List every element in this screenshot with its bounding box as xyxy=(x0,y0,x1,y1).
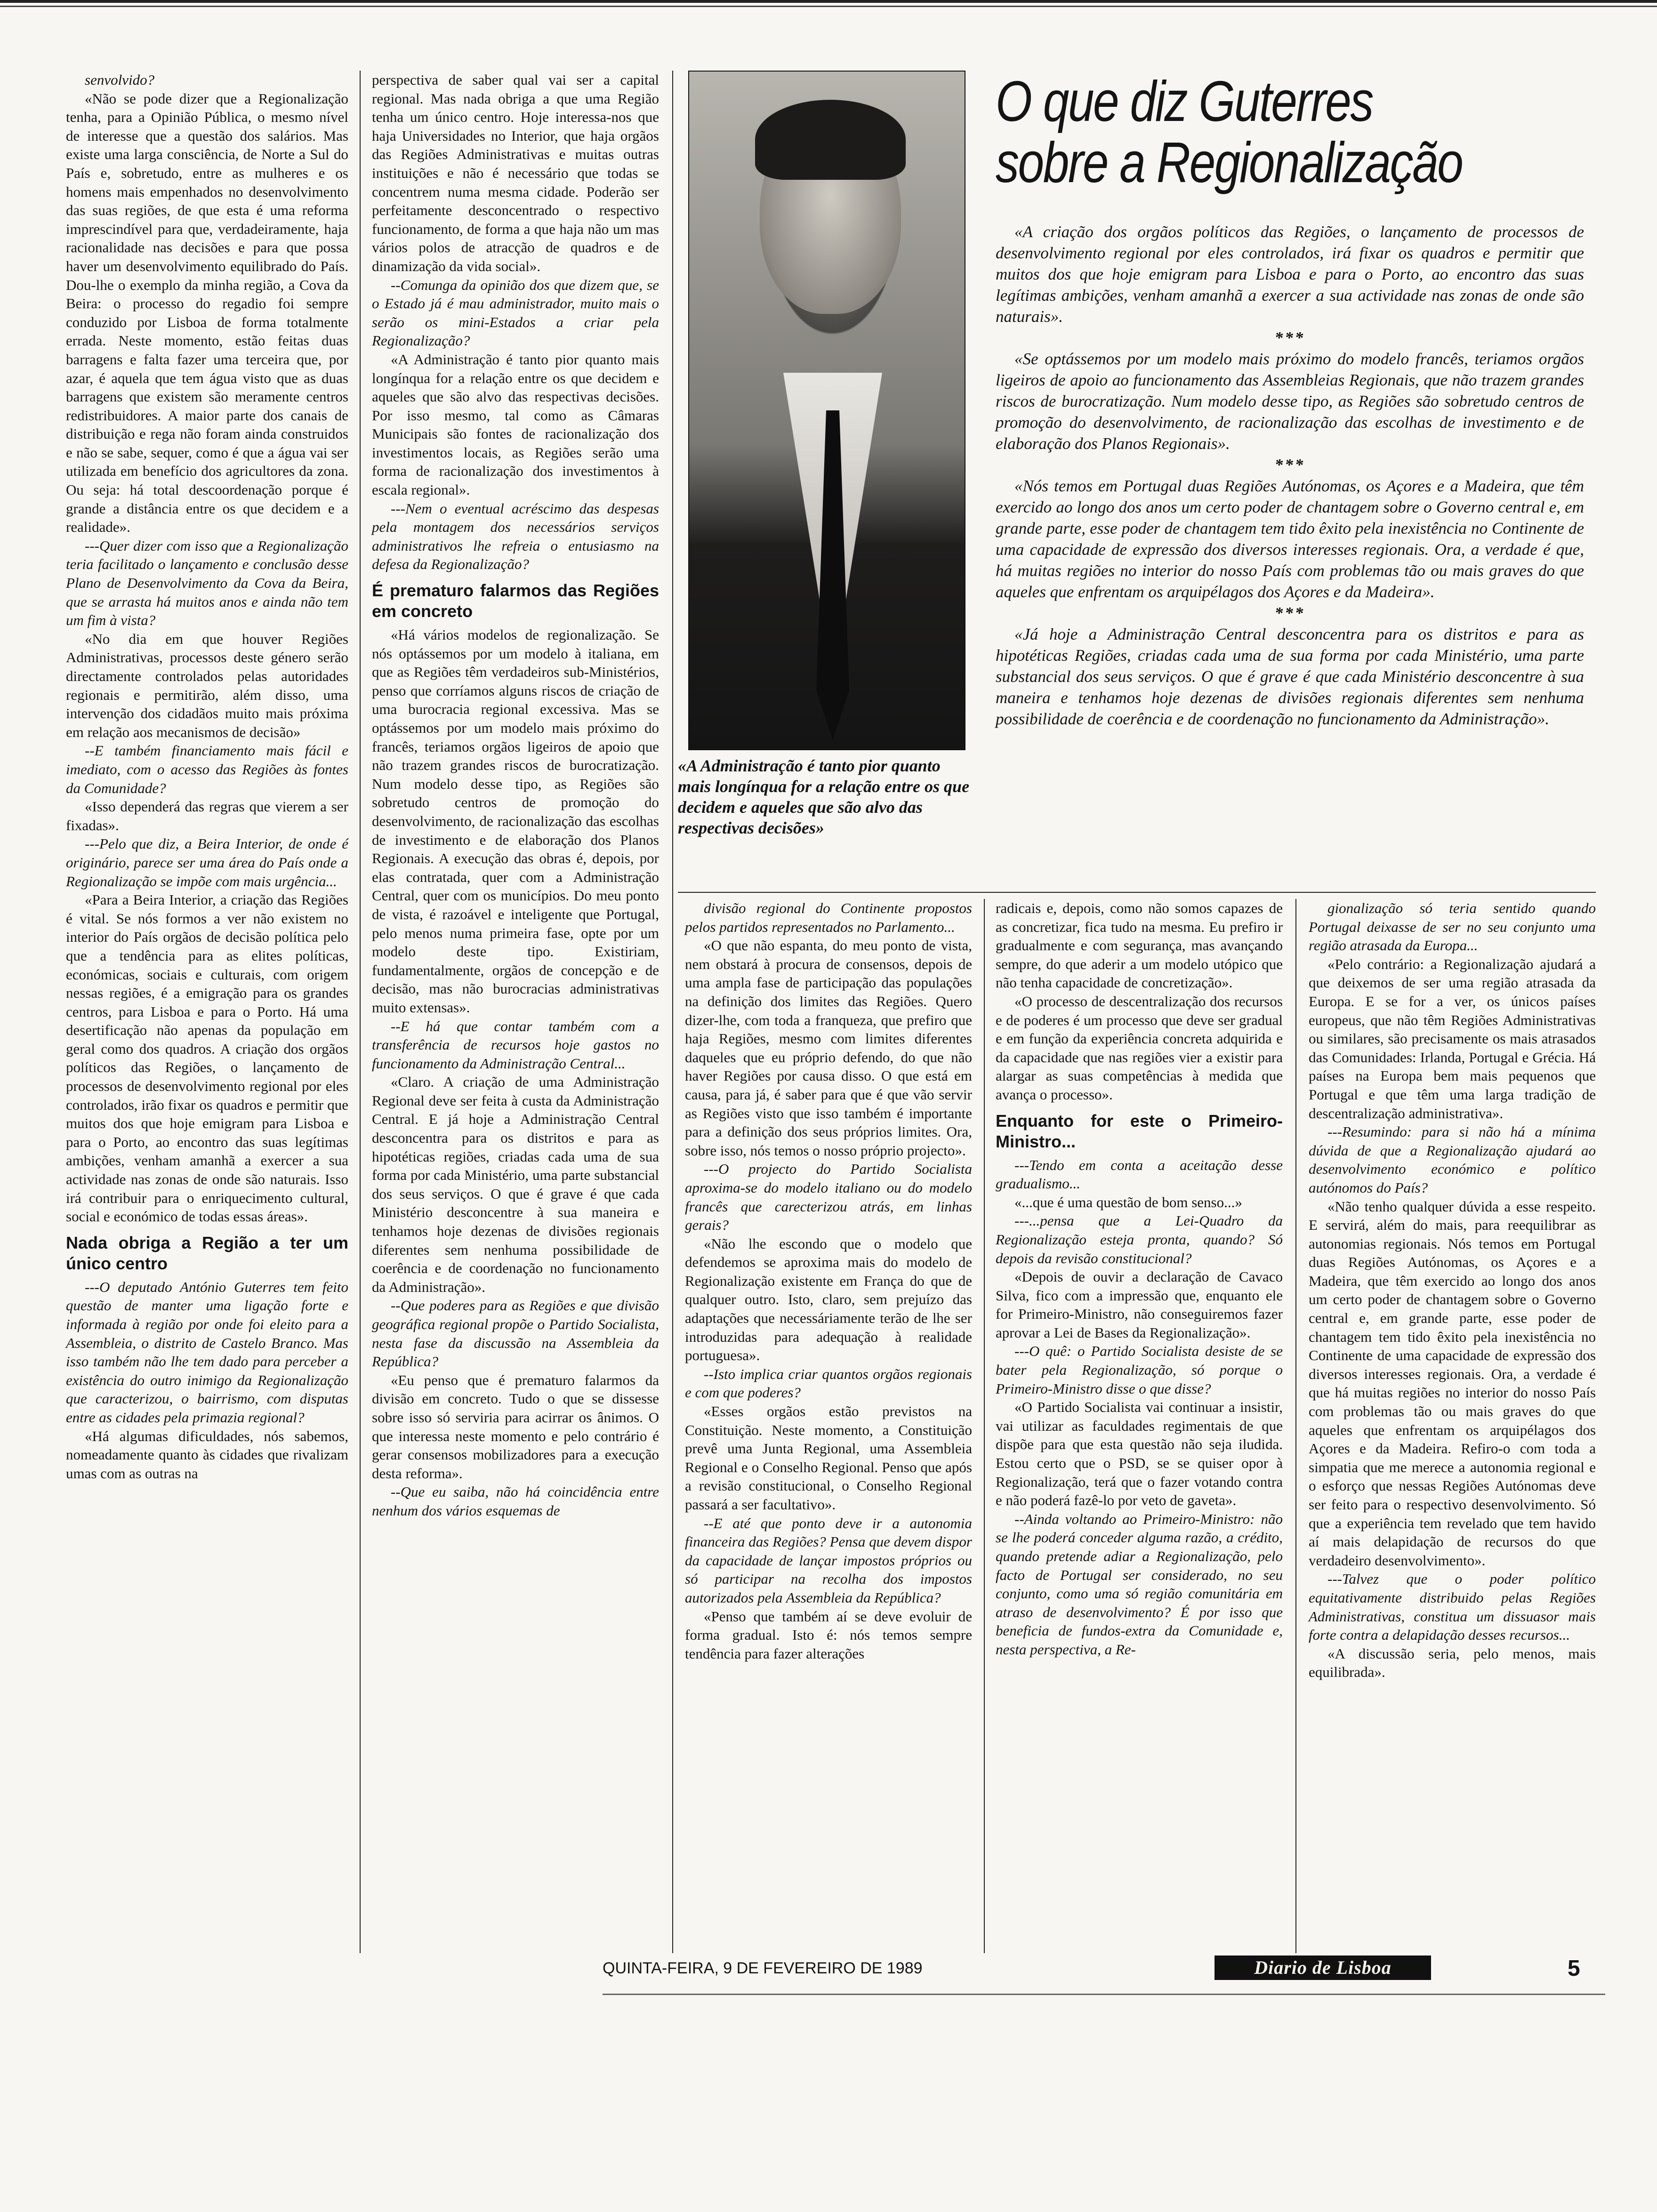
question-paragraph: --Ainda voltando ao Primeiro-Ministro: não se lhe poderá conceder alguma razão, a crédito, quando pretende adiar a Regionalização, pelo facto de Portugal ser considerado, no seu conjunto, como uma só região comunitária em atraso de desenvolvimento? É por isso que beneficia de fundos-extra da Comunidade e, nesta perspectiva, a Re- xyxy=(996,1510,1283,1658)
question-paragraph: ---O deputado António Guterres tem feito questão de manter uma ligação forte e informada à região por onde foi eleito para a Assembleia, o distrito de Castelo Branco. Mas isso também não lhe tem dado para perceber a existência do outro inimigo da Regionalização que caracterizou, o bairrismo, com disputas entre as cidades pela primazia regional? xyxy=(66,1278,348,1426)
subheading: Enquanto for este o Primeiro-Ministro... xyxy=(996,1111,1283,1151)
separator-stars: *** xyxy=(1274,604,1305,622)
question-paragraph: ---Nem o eventual acréscimo das despesas pela montagem dos necessários serviços administrativos lhe refreia o entusiasmo na defesa da Regionalização? xyxy=(372,500,659,573)
answer-paragraph: «Pelo contrário: a Regionalização ajudará a que deixemos de ser uma região atrasada da Europa. E se for a ver, os únicos países europeus, que não têm Regiões Administrativas ou similares, são precisamente os mais atrasados das Comunidades: Irlanda, Portugal e Grécia. Há países na Europa bem mais pequenos que Portugal e que têm uma larga tradição de descentralização administrativa». xyxy=(1309,955,1596,1122)
answer-paragraph: perspectiva de saber qual vai ser a capital regional. Mas nada obriga a que uma Região tenha um único centro. Hoje interessa-nos que haja Universidades no Interior, que haja orgãos das Regiões Administrativas e muitas outras instituições e não é necessário que todas se concentrem numa mesma cidade. Poderão ser perfeitamente desconcentrado o respectivo funcionamento, de forma a que haja não um mas vários polos de atracção de quadros e de dinamização da vida social». xyxy=(372,72,659,274)
column-divider xyxy=(1295,899,1296,1953)
answer-paragraph: «Não tenho qualquer dúvida a esse respeito. E servirá, além do mais, para reequilibrar as autonomias regionais. Nós temos em Portugal duas Regiões Autónomas, os Açores e a Madeira, que têm exercido ao longo dos anos um certo poder de chantagem sobre o Governo central e, em grande parte, esse poder de chantagem tem tido êxito pela inexistência no Continente de uma capacidade de expressão dos diversos interesses regionais. Ora, a verdade é que há muitas regiões no interior do nosso País com problemas tão ou mais graves do que aqueles que enfrentam os arquipélagos dos Açores e da Madeira. Refiro-o com toda a simpatia que me merece a autonomia regional e o esforço que nessas Regiões Autónomas deve ser feito para o respectivo desenvolvimento. Só que a experiência tem revelado que tem havido aí mais delapidação de recursos do que verdadeiro desenvolvimento». xyxy=(1309,1198,1596,1569)
answer-paragraph: «...que é uma questão de bom senso...» xyxy=(1014,1194,1242,1210)
separator-stars: *** xyxy=(1274,329,1305,347)
answer-paragraph: «Há vários modelos de regionalização. Se nós optássemos por um modelo à italiana, em que as Regiões têm verdadeiros sub-Ministérios, penso que corríamos alguns riscos de criação de uma burocracia regional excessiva. Mas se optássemos por um modelo mais próximo do francês, teriamos orgãos ligeiros de apoio que não trazem grandes riscos de burocratização. Num modelo desse tipo, as Regiões são sobretudo centros de promoção do desenvolvimento, de racionalização das escolhas de investimento e de elaboração dos Planos Regionais. A execução das obras é, depois, por elas contratada, quer com a Administração Central, quer com os municípios. Do meu ponto de vista, é razoável e inteligente que Portugal, pelo menos numa primeira fase, opte por um modelo deste tipo. Existiriam, fundamentalmente, orgãos de concepção e de decisão, mas não burocracias administrativas muito extensas». xyxy=(372,626,659,1016)
column-3 xyxy=(685,899,972,1663)
intro-quote: «Nós temos em Portugal duas Regiões Autónomas, os Açores e a Madeira, que têm exercido ao longo dos anos um certo poder de chantagem sobre o Governo central e, em grande parte, esse poder de chantagem tem tido êxito pela inexistência no Continente de uma capacidade de expressão dos diversos interesses regionais. Ora, a verdade é que, há muitas regiões no interior do nosso País com problemas tão ou mais graves do que aqueles que enfrentam os arquipélagos dos Açores e da Madeira». xyxy=(996,477,1584,601)
bottom-rule xyxy=(603,1994,1605,1995)
question-paragraph: ---Talvez que o poder político equitativamente distribuido pelas Regiões Administrativas, constitua um dissuasor mais forte contra a delapidação desses recursos... xyxy=(1309,1571,1596,1643)
answer-paragraph: «Não lhe escondo que o modelo que defendemos se aproxima mais do modelo de Regionalização existente em França do que de qualquer outro. Isto, claro, sem prejuízo das adaptações que necessáriamente terão de lhe ser introduzidas para adequação à realidade portuguesa». xyxy=(685,1235,972,1364)
question-paragraph: ---Pelo que diz, a Beira Interior, de onde é originário, parece ser uma área do País onde a Regionalização se impõe com mais urgência... xyxy=(66,835,348,890)
question-paragraph: --E até que ponto deve ir a autonomia financeira das Regiões? Pensa que devem dispor da capacidade de lançar impostos próprios ou só participar na recolha dos impostos autorizados pela Assembleia da República? xyxy=(685,1515,972,1606)
answer-paragraph: «Esses orgãos estão previstos na Constituição. Neste momento, a Constituição prevê uma Junta Regional, uma Assembleia Regional e o Conselho Regional. Penso que após a revisão constitucional, o Conselho Regional passará a ser facultativo». xyxy=(685,1403,972,1513)
footer-date: QUINTA-FEIRA, 9 DE FEVEREIRO DE 1989 xyxy=(603,1959,923,1977)
intro-quote: «A criação dos orgãos políticos das Regiões, o lançamento de processos de desenvolvimento regional por eles controlados, irá fixar os quadros e permitir que muitos dos que hoje emigram para Lisboa e para o Porto, ao encontro das suas legítimas ambições, venham amanhã a exercer a sua actividade nas zonas de onde são naturais». xyxy=(996,223,1584,326)
subheading: É prematuro falarmos das Regiões em concreto xyxy=(372,581,659,621)
question-paragraph: ---O quê: o Partido Socialista desiste de se bater pela Regionalização, só porque o Primeiro-Ministro disse o que disse? xyxy=(996,1343,1283,1397)
answer-paragraph: «O que não espanta, do meu ponto de vista, nem obstará à procura de consensos, depois de uma ampla fase de participação das populações na definição dos limites das Regiões. Quero dizer-lhe, com toda a franqueza, que prefiro que haja Regiões, mesmo com limites diferentes daqueles que eu próprio defendo, do que não haver Regiões por causa disso. O que está em causa, para já, é saber para que é que vão servir as Regiões visto que isso também é importante para a definição dos seus próprios limites. Ora, sobre isso, nós temos o nosso próprio projecto». xyxy=(685,937,972,1159)
answer-paragraph: «No dia em que houver Regiões Administrativas, processos deste género serão directamente controlados pelas autoridades regionais e permitirão, além disso, uma intervenção dos cidadãos muito mais próxima em relação aos mecanismos de decisão» xyxy=(66,630,348,740)
question-paragraph: --E também financiamento mais fácil e imediato, com o acesso das Regiões às fontes da Comunidade? xyxy=(66,742,348,796)
answer-paragraph: «A Administração é tanto pior quanto mais longínqua for a relação entre os que decidem e aqueles que são alvo das respectivas decisões. Por isso mesmo, tal como as Câmaras Municipais são fontes de racionalização dos investimentos locais, as Regiões serão uma forma de racionalização dos investimentos à escala regional». xyxy=(372,351,659,498)
question-paragraph: ---O projecto do Partido Socialista aproxima-se do modelo italiano ou do modelo francês que carecterizou atrás, em linhas gerais? xyxy=(685,1161,972,1234)
column-divider xyxy=(672,71,673,1953)
question-paragraph: --Comunga da opinião dos que dizem que, se o Estado já é mau administrador, muito mais o serão os mini-Estados a criar pela Regionalização? xyxy=(372,276,659,349)
answer-paragraph: «O processo de descentralização dos recursos e de poderes é um processo que deve ser gradual e em função da experiência concreta adquirida e da capacidade que nas regiões vier a existir para alargar as suas competências à medida que avança o processo». xyxy=(996,993,1283,1103)
answer-paragraph: «Depois de ouvir a declaração de Cavaco Silva, fico com a impressão que, enquanto ele for Primeiro-Ministro, não conseguiremos fazer aprovar a Lei de Bases da Regionalização». xyxy=(996,1268,1283,1341)
question-paragraph: --Que eu saiba, não há coincidência entre nenhum dos vários esquemas de xyxy=(372,1483,659,1519)
column-2 xyxy=(372,71,659,1520)
answer-paragraph: «Isso dependerá das regras que vierem a ser fixadas». xyxy=(66,798,348,834)
top-rule xyxy=(0,0,1657,13)
answer-paragraph: «A discussão seria, pelo menos, mais equilibrada». xyxy=(1309,1645,1596,1681)
answer-paragraph: «Claro. A criação de uma Administração Regional deve ser feita à custa da Administração Central. E já hoje a Administração Central desconcentra para os distritos e para as hipotéticas regiões, criadas cada uma de sua forma por cada Ministério, uma parte substancial dos seus serviços. O que é grave é que cada Ministério desconcentre à sua maneira e tenhamos hoje dezenas de divisões regionais diferentes sem nenhuma possibilidade de coerência e de coordenação no funcionamento da Administração». xyxy=(372,1074,659,1295)
intro-quote: «Se optássemos por um modelo mais próximo do modelo francês, teriamos orgãos ligeiros de apoio ao funcionamento das Assembleias Regionais, que não trazem grandes riscos de burocratização. Num modelo desse tipo, as Regiões são sobretudo centros de promoção do desenvolvimento, de racionalização das escolhas de investimento e de elaboração dos Planos Regionais». xyxy=(996,350,1584,453)
answer-paragraph: «Eu penso que é prematuro falarmos da divisão em concreto. Tudo o que se dissesse sobre isso só serviria para acirrar os ânimos. O que interessa neste momento e pelo contrário é gerar consensos mobilizadores para a execução desta reforma». xyxy=(372,1371,659,1482)
column-4 xyxy=(996,899,1283,1659)
answer-paragraph: «Para a Beira Interior, a criação das Regiões é vital. Se nós formos a ver não existem no interior do País orgãos de decisão política pelo que a tendência para as elites políticas, económicas, sociais e culturais, com origem nessas regiões, é a emigração para os grandes centros, para Lisboa e para o Porto. Há uma desertificação não apenas da população em geral como dos quadros. A criação dos orgãos políticos das Regiões, o lançamento de processos de desenvolvimento regional por eles controlados, irão fixar os quadros e permitir que muitos dos que hoje emigram para Lisboa e para o Porto, ao encontro das suas legítimas ambições, venham amanhã a exercer a sua actividade nas zonas de onde são naturais. Isso irá contribuir para o enriquecimento cultural, social e económico de todas essas áreas». xyxy=(66,891,348,1225)
question-paragraph: --E há que contar também com a transferência de recursos hoje gastos no funcionamento da Administração Central... xyxy=(372,1018,659,1072)
photo-caption: «A Administração é tanto pior quanto mais longínqua for a relação entre os que decidem e aqueles que são alvo das respectivas decisões» xyxy=(678,756,970,837)
intro-quote: «Já hoje a Administração Central desconcentra para os distritos e para as hipotéticas Regiões, criadas cada uma de sua forma por cada Ministério, uma parte substancial dos seus serviços. O que é grave é que cada Ministério desconcentre à sua maneira e tenhamos hoje dezenas de divisões regionais diferentes sem nenhuma possibilidade de coerência e de coordenação no funcionamento da Administração». xyxy=(996,625,1584,728)
masthead-logo: Diario de Lisboa xyxy=(1215,1956,1431,1980)
subheading: Nada obriga a Região a ter um único centro xyxy=(66,1233,348,1273)
answer-paragraph: «Há algumas dificuldades, nós sabemos, nomeadamente quanto às cidades que rivalizam umas com as outras na xyxy=(66,1427,348,1482)
question-paragraph: gionalização só teria sentido quando Portugal deixasse de ser no seu conjunto uma região atrasada da Europa... xyxy=(1309,900,1596,954)
column-1 xyxy=(66,71,348,1483)
page-footer xyxy=(603,1956,1605,1984)
section-rule xyxy=(678,892,1596,893)
intro-quotes xyxy=(996,221,1584,729)
column-divider xyxy=(984,899,985,1953)
question-paragraph: senvolvido? xyxy=(85,72,155,88)
question-paragraph: ---Quer dizer com isso que a Regionalização teria facilitado o lançamento e conclusão desse Plano de Desenvolvimento da Cova da Beira, que se arrasta há muitos anos e ainda não tem um fim à vista? xyxy=(66,537,348,629)
answer-paragraph: «Não se pode dizer que a Regionalização tenha, para a Opinião Pública, o mesmo nível de interesse que a questão dos salários. Mas existe uma larga consciência, de Norte a Sul do País e, sobretudo, entre as mulheres e os homens mais empenhados no desenvolvimento das suas regiões, de que esta é uma reforma imprescindível para que, verdadeiramente, haja racionalidade nas decisões e para que possa haver um desenvolvimento equilibrado do País. Dou-lhe o exemplo da minha região, a Cova da Beira: o processo do regadio foi sempre conduzido por Lisboa de forma totalmente errada. Neste momento, estão feitas duas barragens e falta fazer uma terceira que, por azar, é aquela que tem água visto que as duas barragens que existem são meramente centros redistribuidores. A maior parte dos canais de distribuição e rega não foram ainda construidos e não se sabe, sequer, como é que a água vai ser utilizada em benefício dos agricultores da zona. Ou seja: há total descoordenação porque é grande a distância entre os que decidem e a realidade». xyxy=(66,90,348,536)
column-5 xyxy=(1309,899,1596,1682)
question-paragraph: --Que poderes para as Regiões e que divisão geográfica regional propõe o Partido Socialista, nesta fase da discussão na Assembleia da República? xyxy=(372,1297,659,1370)
answer-paragraph: «Penso que também aí se deve evoluir de forma gradual. Isto é: nós temos sempre tendência para fazer alterações xyxy=(685,1608,972,1662)
answer-paragraph: radicais e, depois, como não somos capazes de as concretizar, fica tudo na mesma. Eu prefiro ir gradualmente e com segurança, mas avançando sempre, do que aderir a um modelo utópico que não tenha capacidade de concretização». xyxy=(996,900,1283,991)
question-paragraph: ---Tendo em conta a aceitação desse gradualismo... xyxy=(996,1156,1283,1192)
headline: O que diz Guterres sobre a Regionalização xyxy=(996,69,1463,194)
question-paragraph: divisão regional do Continente propostos pelos partidos representados no Parlamento... xyxy=(685,900,972,935)
question-paragraph: ---...pensa que a Lei-Quadro da Regionalização esteja pronta, quando? Só depois da revisão constitucional? xyxy=(996,1212,1283,1266)
question-paragraph: --Isto implica criar quantos orgãos regionais e com que poderes? xyxy=(685,1365,972,1401)
column-divider xyxy=(360,71,361,1953)
question-paragraph: ---Resumindo: para si não há a mínima dúvida de que a Regionalização ajudará ao desenvolvimento económico e político autónomos do País? xyxy=(1309,1123,1596,1196)
page-number: 5 xyxy=(1568,1956,1580,1981)
answer-paragraph: «O Partido Socialista vai continuar a insistir, vai utilizar as faculdades regimentais de que dispõe para que esta questão não seja iludida. Estou certo que o PSD, se se quiser opor à Regionalização, terá que o fazer votando contra e não poderá fazê-lo por veto de gaveta». xyxy=(996,1399,1283,1509)
portrait-photo xyxy=(688,71,965,750)
separator-stars: *** xyxy=(1274,456,1305,474)
